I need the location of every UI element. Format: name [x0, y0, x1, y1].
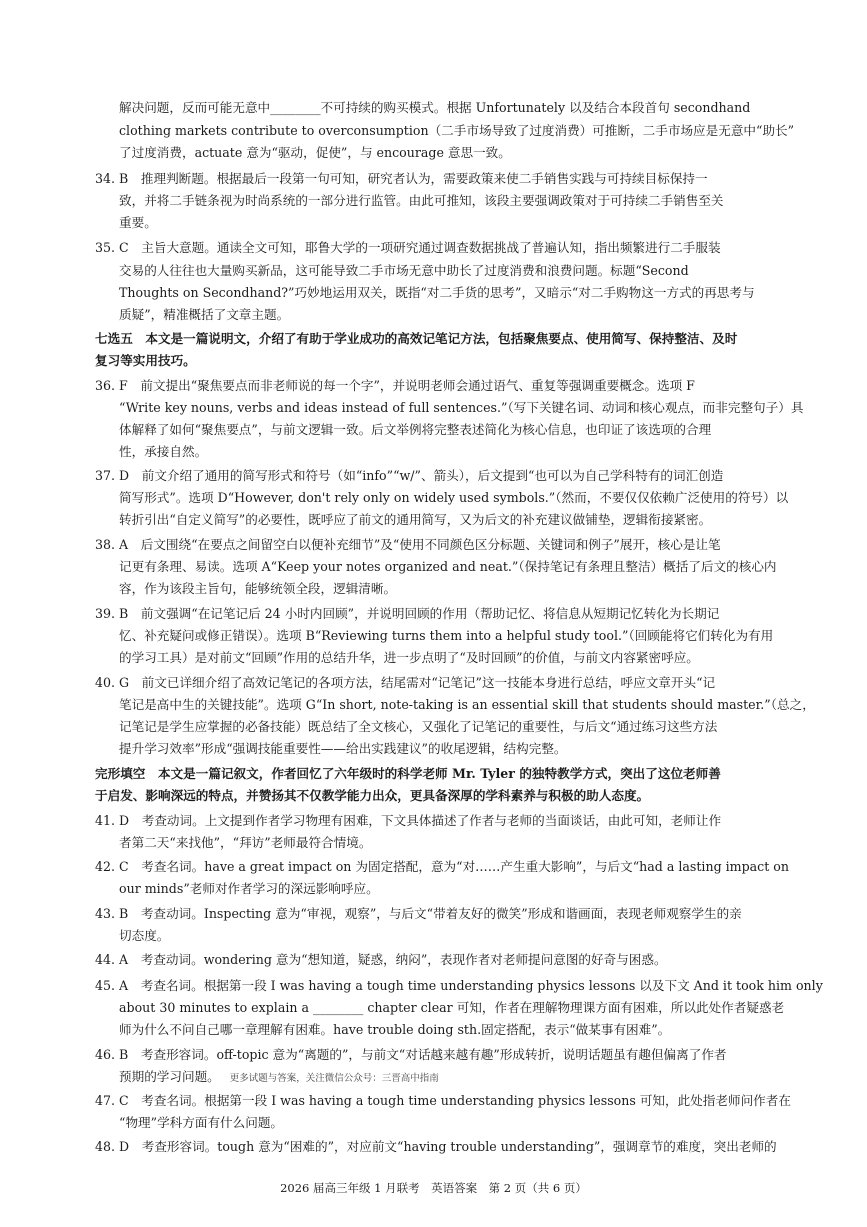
- text-line-content: 容，作为该段主旨句，能够统领全段，逻辑清晰。: [119, 581, 397, 596]
- text-line-content: 体解释了如何“聚焦要点”，与前文逻辑一致。后文举例将完整表述简化为核心信息，也印证了该选项的合理: [119, 422, 712, 437]
- text-line-content: 师为什么不问自己哪一章理解有困难。have trouble doing sth.固定搭配，表示“做某事有困难”。: [119, 1022, 671, 1037]
- text-line-content: 性，承接自然。: [119, 444, 208, 459]
- text-line: [0, 557, 867, 577]
- text-line-content: 转折引出“自定义简写”的必要性，既呼应了前文的通用简写，又为后文的补充建议做铺垫，逻辑衔接紧密。: [119, 512, 712, 527]
- text-line: [0, 998, 867, 1018]
- text-line: [0, 488, 867, 508]
- text-line: [0, 626, 867, 646]
- text-line-content: 重要。: [119, 215, 157, 230]
- text-line: [0, 398, 867, 418]
- text-line-content: 于启发、影响深远的特点，并赞扬其不仅教学能力出众，更具备深厚的学科素养与积极的助人态度。: [95, 788, 650, 803]
- text-line-content: “物理”学科方面有什么问题。: [119, 1115, 284, 1130]
- text-line: [0, 143, 867, 163]
- text-line-content: 48. D 考查形容词。tough 意为“困难的”，对应前文“having trouble understanding”，强调章节的难度，突出老师的: [95, 1139, 777, 1154]
- text-line: [0, 98, 867, 118]
- text-line-content: 36. F 前文提出“聚焦要点而非老师说的每一个字”，并说明老师会通过语气、重复等强调重要概念。选项 F: [95, 378, 695, 393]
- text-line-content: 致，并将二手链条视为时尚系统的一部分进行监管。由此可推知，该段主要强调政策对于可持续二手销售至关: [119, 193, 724, 208]
- text-line-content: 完形填空 本文是一篇记叙文，作者回忆了六年级时的科学老师 Mr. Tyler 的独特教学方式，突出了这位老师善: [95, 766, 721, 781]
- text-line-content: our minds”老师对作者学习的深远影响呼应。: [119, 881, 379, 896]
- text-line: [0, 695, 867, 715]
- text-line: [0, 1045, 867, 1065]
- text-line: [0, 857, 867, 877]
- text-line: [0, 673, 867, 693]
- text-line: [0, 376, 867, 396]
- text-line: [0, 535, 867, 555]
- text-line: [0, 604, 867, 624]
- text-line: [0, 717, 867, 737]
- text-line-content: 切态度。: [119, 928, 170, 943]
- text-line: [0, 213, 867, 233]
- text-line: [0, 466, 867, 486]
- text-line: [0, 169, 867, 189]
- text-line: [0, 879, 867, 899]
- text-line-content: 38. A 后文围绕“在要点之间留空白以便补充细节”及“使用不同颜色区分标题、关键词和例子”展开，核心是让笔: [95, 537, 721, 552]
- text-line: [0, 1091, 867, 1111]
- text-line: [0, 950, 867, 970]
- text-line: [0, 420, 867, 440]
- text-line: [0, 305, 867, 325]
- text-line-content: 质疑”，精准概括了文章主题。: [119, 307, 290, 322]
- text-line: [0, 121, 867, 141]
- text-line-content: 预期的学习问题。: [119, 1069, 220, 1084]
- text-line-content: 七选五 本文是一篇说明文，介绍了有助于学业成功的高效记笔记方法，包括聚焦要点、使用简写、保持整洁、及时: [95, 331, 738, 346]
- text-line-content: 者第二天“来找他”，“拜访”老师最符合情境。: [119, 835, 372, 850]
- text-line: [0, 904, 867, 924]
- text-line-content: 47. C 考查名词。根据第一段 I was having a tough time understanding physics lessons 可知，此处指老师问作者在: [95, 1093, 791, 1108]
- text-line: [0, 261, 867, 281]
- text-line-content: 忆、补充疑问或修正错误）。选项 B“Reviewing turns them into a helpful study tool.”（回顾能将它们转化为有用: [119, 628, 774, 643]
- text-line: [0, 1067, 867, 1087]
- text-line: [0, 833, 867, 853]
- text-line-content: about 30 minutes to explain a ________ chapter clear 可知，作者在理解物理课方面有困难，所以此处作者疑惑老: [119, 1000, 785, 1015]
- text-line: [0, 1020, 867, 1040]
- text-line-content: 35. C 主旨大意题。通读全文可知，耶鲁大学的一项研究通过调查数据挑战了普遍认知，指出频繁进行二手服装: [95, 240, 721, 255]
- text-line-content: 46. B 考查形容词。off-topic 意为“离题的”，与前文“对话越来越有趣”形成转折，说明话题虽有趣但偏离了作者: [95, 1047, 727, 1062]
- text-line-content: Thoughts on Secondhand?”巧妙地运用双关，既指“对二手货的思考”，又暗示“对二手购物这一方式的再思考与: [119, 285, 755, 300]
- text-line-content: 提升学习效率”形成“强调技能重要性——给出实践建议”的收尾逻辑，结构完整。: [119, 741, 567, 756]
- text-line-content: 39. B 前文强调“在记笔记后 24 小时内回顾”，并说明回顾的作用（帮助记忆、将信息从短期记忆转化为长期记: [95, 606, 720, 621]
- text-line-content: 41. D 考查动词。上文提到作者学习物理有困难，下文具体描述了作者与老师的当面谈话，由此可知，老师让作: [95, 813, 722, 828]
- text-line: [0, 648, 867, 668]
- text-line-content: 简写形式”。选项 D“However, don't rely only on widely used symbols.”（然而，不要仅仅依赖广泛使用的符号）以: [119, 490, 789, 505]
- text-line: [0, 510, 867, 530]
- page-footer: 2026 届高三年级 1 月联考 英语答案 第 2 页（共 6 页）: [280, 1181, 587, 1195]
- text-line: [0, 283, 867, 303]
- text-line: [0, 739, 867, 759]
- text-line-content: 42. C 考查名词。have a great impact on 为固定搭配，意为“对……产生重大影响”，与后文“had a lasting impact on: [95, 859, 789, 874]
- text-line: [0, 926, 867, 946]
- text-line: [0, 811, 867, 831]
- text-line-content: 交易的人往往也大量购买新品，这可能导致二手市场无意中助长了过度消费和浪费问题。标题“Second: [119, 263, 689, 278]
- text-line-content: 记更有条理、易读。选项 A“Keep your notes organized and neat.”（保持笔记有条理且整洁）概括了后文的核心内: [119, 559, 777, 574]
- text-line: [0, 238, 867, 258]
- text-line-content: 复习等实用技巧。: [95, 353, 196, 368]
- text-line: [0, 786, 867, 806]
- text-line-content: clothing markets contribute to overconsumption（二手市场导致了过度消费）可推断，二手市场应是无意中“助长”: [119, 123, 795, 138]
- text-line: [0, 442, 867, 462]
- text-line-content: 45. A 考查名词。根据第一段 I was having a tough time understanding physics lessons 以及下文 And it took him only: [95, 978, 823, 993]
- text-line: [0, 764, 867, 784]
- text-line: [0, 976, 867, 996]
- text-line: [0, 579, 867, 599]
- text-line-content: 记笔记是学生应掌握的必备技能）既总结了全文核心，又强化了记笔记的重要性，与后文“通过练习这些方法: [119, 719, 718, 734]
- text-line: [0, 1113, 867, 1133]
- text-line-content: 解决问题，反而可能无意中________不可持续的购买模式。根据 Unfortunately 以及结合本段首句 secondhand: [119, 100, 751, 115]
- text-line-content: 43. B 考查动词。Inspecting 意为“审视，观察”，与后文“带着友好的微笑”形成和谐画面，表现老师观察学生的亲: [95, 906, 742, 921]
- text-line-content: “Write key nouns, verbs and ideas instead of full sentences.”（写下关键名词、动词和核心观点，而非完整句子）具: [119, 400, 804, 415]
- text-line-content: 的学习工具）是对前文“回顾”作用的总结升华，进一步点明了“及时回顾”的价值，与前文内容紧密呼应。: [119, 650, 699, 665]
- text-line-content: 37. D 前文介绍了通用的简写形式和符号（如“info”“w/”、箭头），后文提到“也可以为自己学科特有的词汇创造: [95, 468, 724, 483]
- text-line-content: 44. A 考查动词。wondering 意为“想知道，疑惑，纳闷”，表现作者对老师提问意图的好奇与困惑。: [95, 952, 667, 967]
- text-line-content: 34. B 推理判断题。根据最后一段第一句可知，研究者认为，需要政策来使二手销售实践与可持续目标保持一: [95, 171, 708, 186]
- text-line: [0, 351, 867, 371]
- text-line-content: 笔记是高中生的关键技能”。选项 G“In short, note-taking is an essential skill that students should master.”（总之，: [119, 697, 815, 712]
- text-line-content: 了过度消费，actuate 意为“驱动，促使”，与 encourage 意思一致。: [119, 145, 511, 160]
- text-line: [0, 191, 867, 211]
- text-line: [0, 329, 867, 349]
- text-line-content: 40. G 前文已详细介绍了高效记笔记的各项方法，结尾需对“记笔记”这一技能本身进行总结，呼应文章开头“记: [95, 675, 716, 690]
- watermark-text: 更多试题与答案，关注微信公众号：三晋高中指南: [229, 1073, 439, 1084]
- text-line: [0, 1137, 867, 1157]
